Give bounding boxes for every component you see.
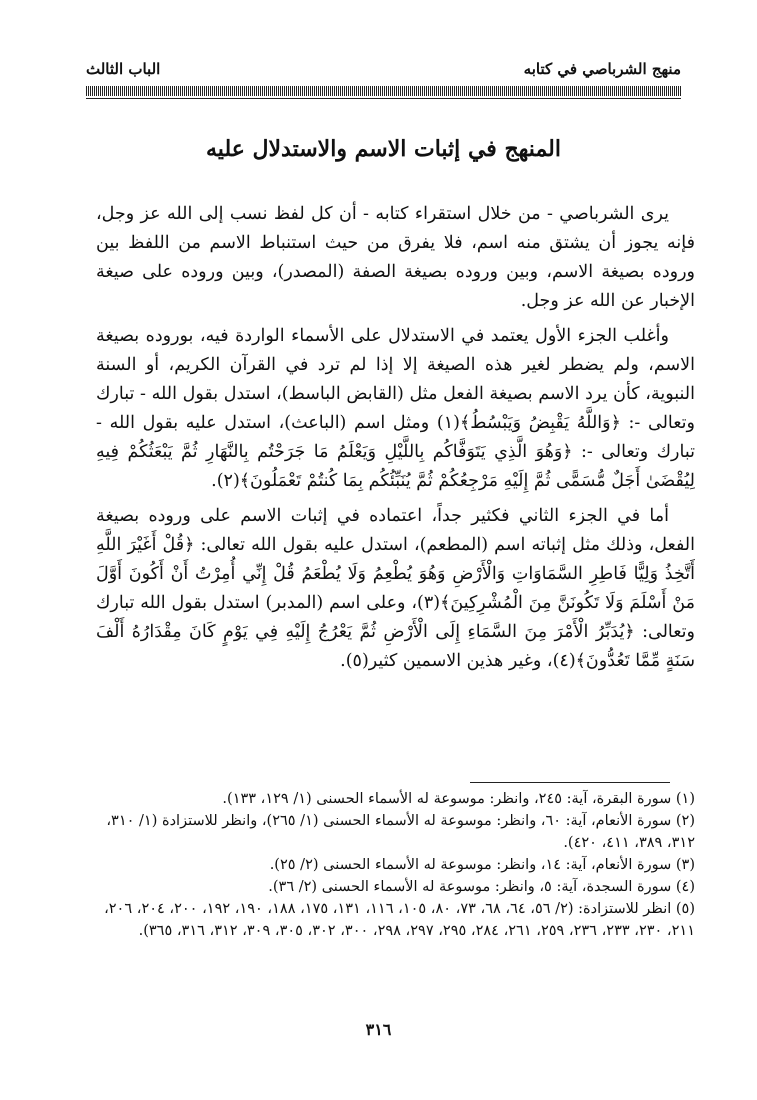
paragraph-3: أما في الجزء الثاني فكثير جداً، اعتماده في إثبات الاسم على وروده بصيغة الفعل، وذلك مثل إثباته اسم (المطعم)، استدل عليه بقول الله تعالى: ﴿قُلْ أَغَيْرَ اللَّهِ أَتَّخِذُ وَلِيًّا فَاطِرِ السَّمَاوَاتِ وَالْأَرْضِ وَهُوَ يُطْعِمُ وَلَا يُطْعَمُ قُلْ إِنِّي أُمِرْتُ أَنْ أَكُونَ أَوَّلَ مَنْ أَسْلَمَ وَلَا تَكُونَنَّ مِنَ الْمُشْرِكِينَ﴾(٣)، وعلى اسم (المدبر) استدل بقول الله تبارك وتعالى: ﴿يُدَبِّرُ الْأَمْرَ مِنَ السَّمَاءِ إِلَى الْأَرْضِ ثُمَّ يَعْرُجُ إِلَيْهِ فِي يَوْمٍ كَانَ مِقْدَارُهُ أَلْفَ سَنَةٍ مِّمَّا تَعُدُّونَ﴾(٤)، وغير هذين الاسمين كثير(٥). — [96, 506, 695, 671]
paragraph-2: وأغلب الجزء الأول يعتمد في الاستدلال على الأسماء الواردة فيه، بوروده بصيغة الاسم، ولم يضطر لغير هذه الصيغة إلا إذا لم ترد في القرآن الكريم، أو السنة النبوية، كأن يرد الاسم بصيغة الفعل مثل (القابض الباسط)، استدل بقول الله - تبارك وتعالى -: ﴿وَاللَّهُ يَقْبِضُ وَيَبْسُطُ﴾(١) ومثل اسم (الباعث)، استدل عليه بقول الله - تبارك وتعالى -: ﴿وَهُوَ الَّذِي يَتَوَفَّاكُم بِاللَّيْلِ وَيَعْلَمُ مَا جَرَحْتُم بِالنَّهَارِ ثُمَّ يَبْعَثُكُمْ فِيهِ لِيُقْضَىٰ أَجَلٌ مُّسَمًّى ثُمَّ إِلَيْهِ مَرْجِعُكُمْ ثُمَّ يُنَبِّئُكُم بِمَا كُنتُمْ تَعْمَلُونَ﴾(٢). — [96, 326, 695, 491]
footnote-5: (٥) انظر للاستزادة: (٢/ ٥٦، ٦٤، ٦٨، ٧٣، ٨٠، ١٠٥، ١١٦، ١٣١، ١٧٥، ١٨٨، ١٩٠، ١٩٢، ٢٠٠، ٢٠٤، ٢٠٦، ٢١١، ٢٣٠، ٢٣٣، ٢٣٦، ٢٥٩، ٢٦١، ٢٨٤، ٢٩٥، ٢٩٧، ٢٩٨، ٣٠٠، ٣٠٢، ٣٠٥، ٣٠٩، ٣١٢، ٣١٦، ٣٦٥). — [104, 901, 695, 939]
header-rule — [86, 98, 681, 99]
page-number: ٣١٦ — [365, 1020, 392, 1039]
footnotes — [96, 788, 695, 942]
footnote-2: (٢) سورة الأنعام، آية: ٦٠، وانظر: موسوعة له الأسماء الحسنى (١/ ٢٦٥)، وانظر للاستزادة (١/ ٣١٠، ٣١٢، ٣٨٩، ٤١١، ٤٢٠). — [106, 813, 695, 851]
chapter-label: الباب الثالث — [86, 60, 161, 78]
body-text — [96, 200, 695, 682]
footnote-4: (٤) سورة السجدة، آية: ٥، وانظر: موسوعة له الأسماء الحسنى (٢/ ٣٦). — [268, 879, 695, 895]
footnote-separator — [470, 782, 670, 783]
footnote-1: (١) سورة البقرة، آية: ٢٤٥، وانظر: موسوعة له الأسماء الحسنى (١/ ١٢٩، ١٣٣). — [222, 791, 695, 807]
section-title: المنهج في إثبات الاسم والاستدلال عليه — [206, 136, 561, 162]
paragraph-1: يرى الشرباصي - من خلال استقراء كتابه - أن كل لفظ نسب إلى الله عز وجل، فإنه يجوز أن يشتق منه اسم، فلا يفرق من حيث استنباط الاسم من اللفظ بين وروده بصيغة الاسم، وبين وروده بصيغة الصفة (المصدر)، وبين وروده على صيغة الإخبار عن الله عز وجل. — [96, 204, 695, 311]
footnote-3: (٣) سورة الأنعام، آية: ١٤، وانظر: موسوعة له الأسماء الحسنى (٢/ ٢٥). — [269, 857, 695, 873]
header-ornament-rule — [86, 86, 681, 96]
book-title: منهج الشرباصي في كتابه — [523, 60, 681, 78]
running-header — [86, 60, 681, 84]
